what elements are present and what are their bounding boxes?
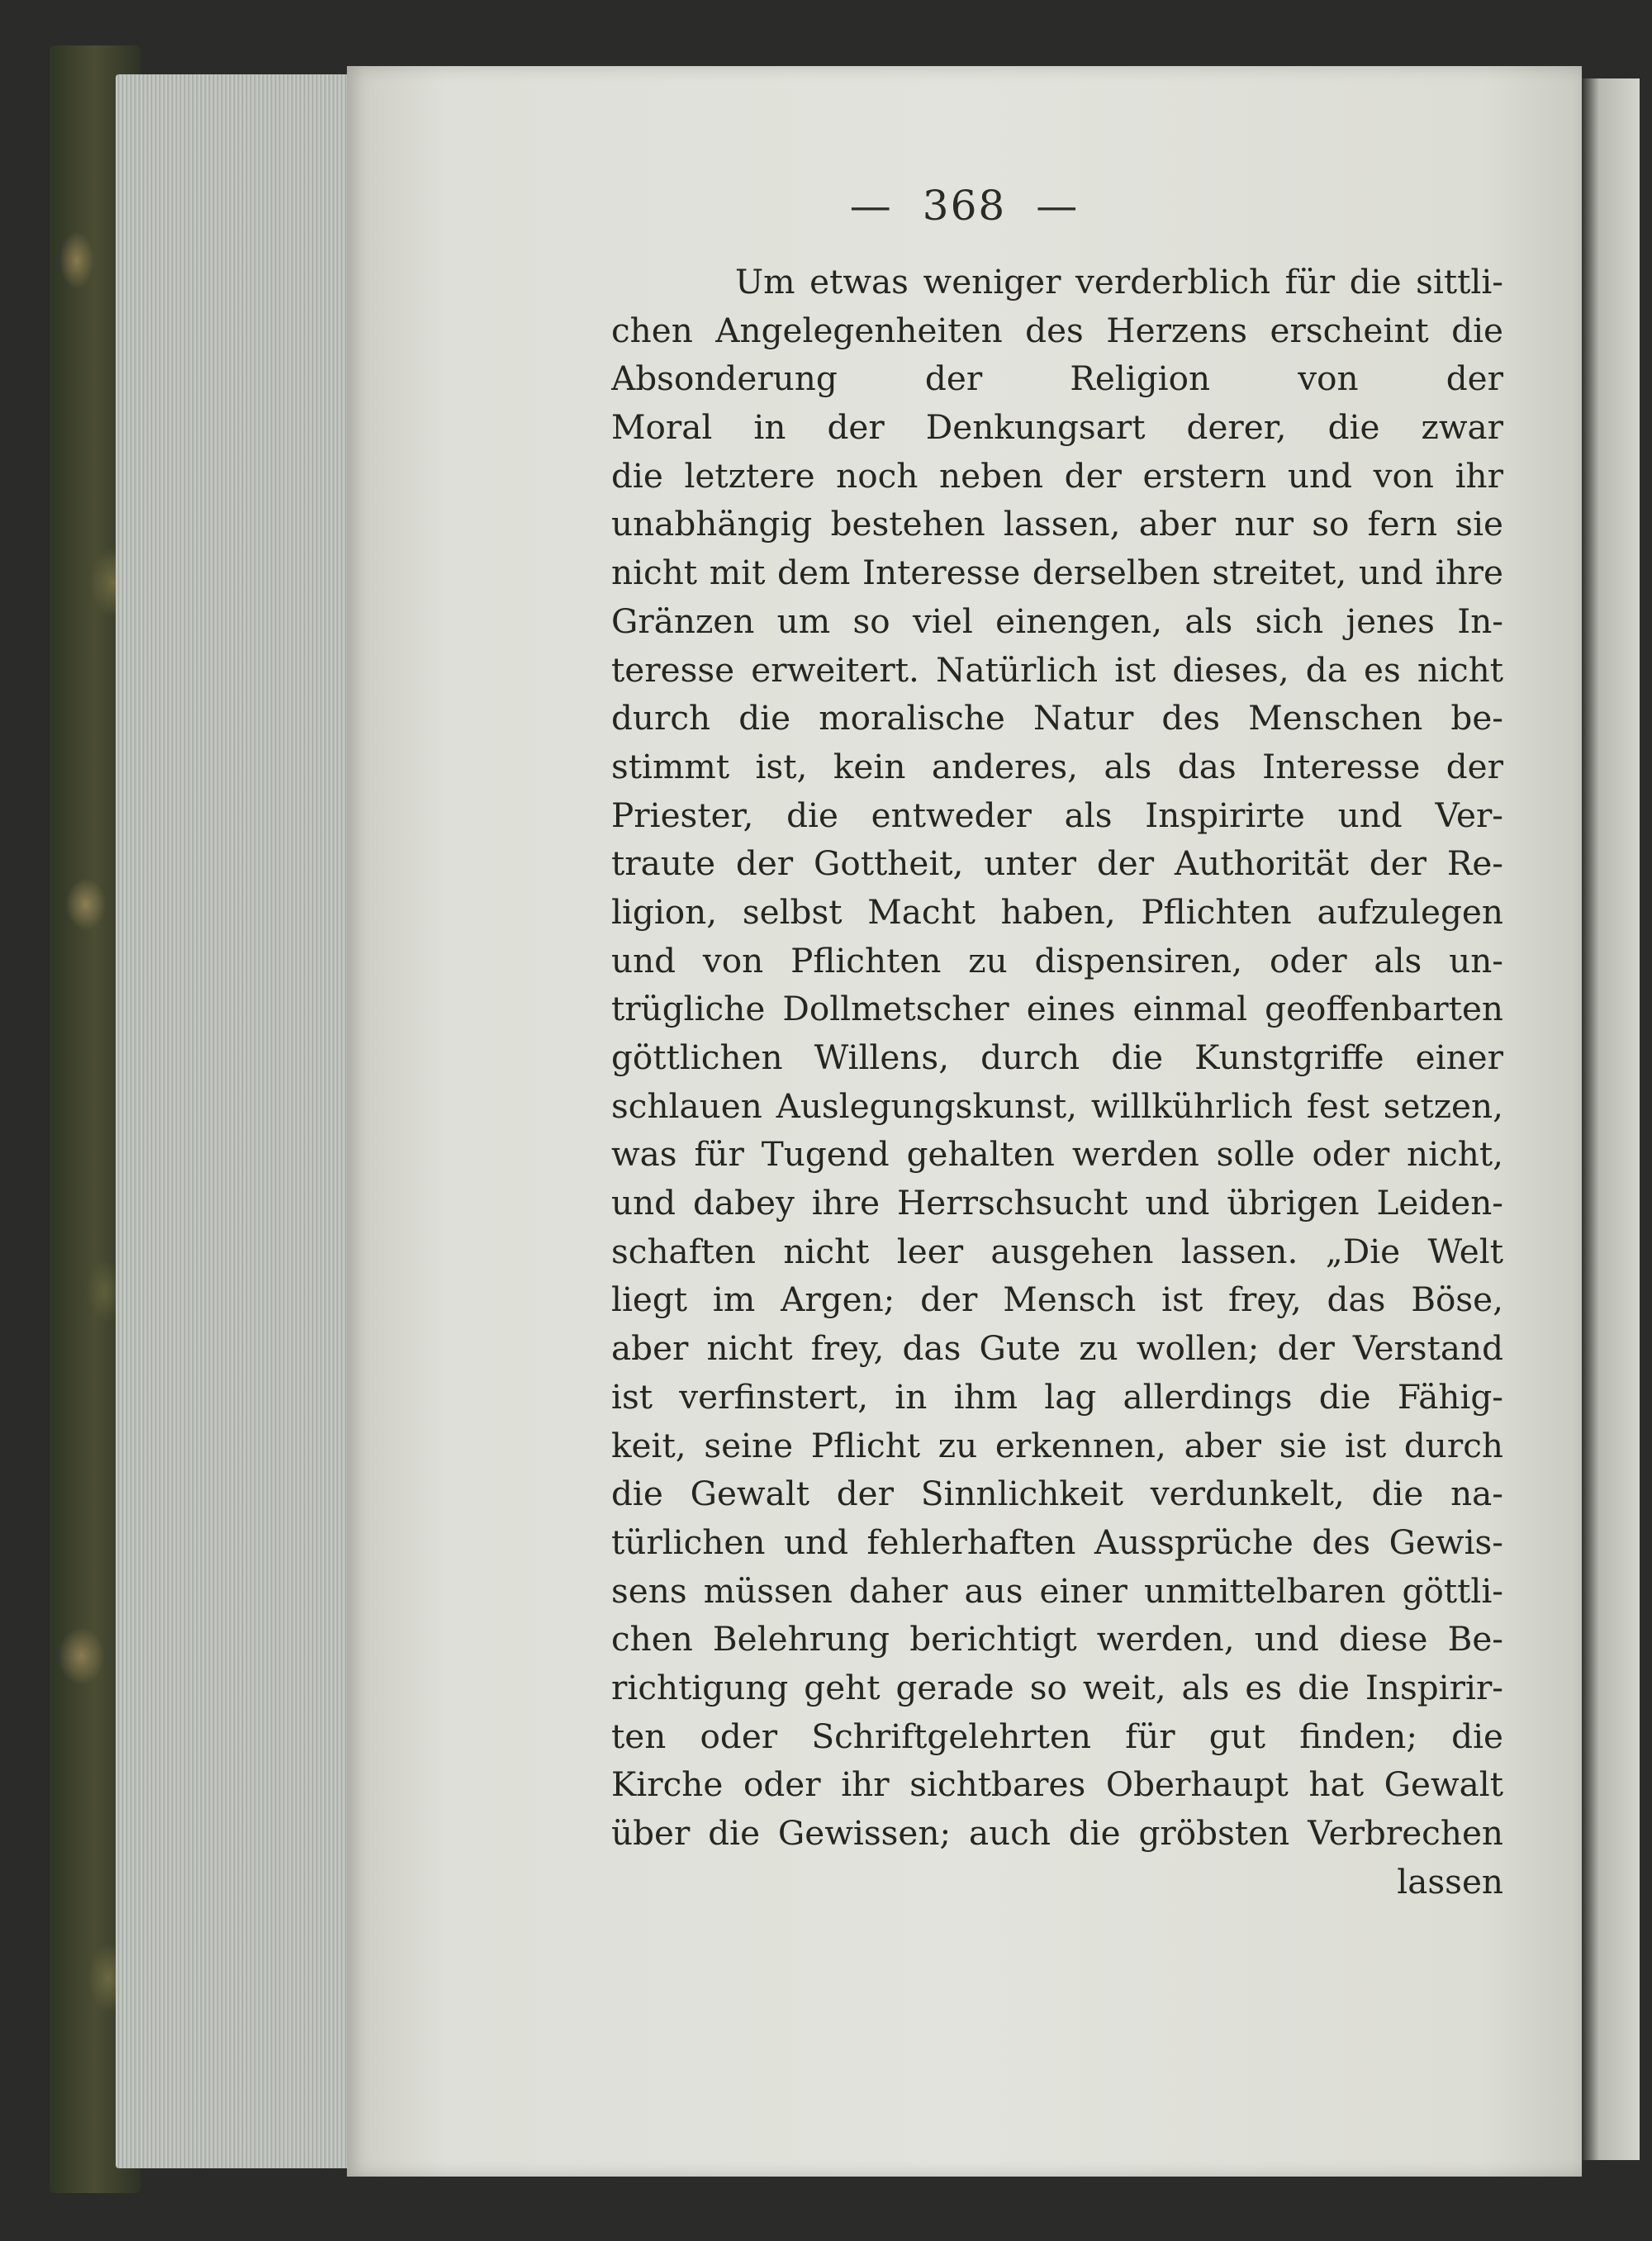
text-line: teresse erweitert. Natürlich ist dieses, da es nicht <box>611 649 1503 690</box>
text-line: ist verfinstert, in ihm lag allerdings die Fähig- <box>611 1376 1503 1417</box>
text-line: türlichen und fehlerhaften Aussprüche des Gewis- <box>611 1522 1503 1562</box>
header-dash-right: — <box>1036 182 1080 230</box>
body-text <box>611 258 1503 1906</box>
text-line: Moral in der Denkungsart derer, die zwar <box>611 407 1503 448</box>
book-page <box>347 66 1582 2177</box>
text-line: traute der Gottheit, unter der Authorität der Re- <box>611 843 1503 884</box>
text-line: Gränzen um so viel einengen, als sich jenes In- <box>611 601 1503 641</box>
text-line: schlauen Auslegungskunst, willkührlich fest setzen, <box>611 1085 1503 1126</box>
text-line: Priester, die entweder als Inspirirte und Ver- <box>611 795 1503 835</box>
text-line: aber nicht frey, das Gute zu wollen; der Verstand <box>611 1328 1503 1369</box>
text-line: Um etwas weniger verderblich für die sittli- <box>735 262 1503 301</box>
text-line: Absonderung der Religion von der <box>611 358 1503 399</box>
text-line: stimmt ist, kein anderes, als das Interesse der <box>611 746 1503 786</box>
text-line: chen Belehrung berichtigt werden, und diese Be- <box>611 1619 1503 1659</box>
text-line: was für Tugend gehalten werden solle oder nicht, <box>611 1134 1503 1175</box>
text-line: nicht mit dem Interesse derselben streitet, und ihre <box>611 553 1503 593</box>
page-header <box>347 182 1582 230</box>
text-line: Kirche oder ihr sichtbares Oberhaupt hat Gewalt <box>611 1764 1503 1805</box>
header-dash-left: — <box>849 182 893 230</box>
text-line: durch die moralische Natur des Menschen be- <box>611 698 1503 738</box>
text-line: schaften nicht leer ausgehen lassen. „Die Welt <box>611 1231 1503 1271</box>
text-line: sens müssen daher aus einer unmittelbaren göttli- <box>611 1570 1503 1611</box>
page-number: 368 <box>922 182 1007 230</box>
text-line: und dabey ihre Herrschsucht und übrigen Leiden- <box>611 1183 1503 1223</box>
text-line: keit, seine Pflicht zu erkennen, aber sie ist durch <box>611 1425 1503 1465</box>
text-line: die letztere noch neben der erstern und von ihr <box>611 455 1503 496</box>
text-line: richtigung geht gerade so weit, als es die Inspirir- <box>611 1667 1503 1707</box>
facing-page-edge <box>1582 78 1640 2160</box>
text-line: ligion, selbst Macht haben, Pflichten aufzulegen <box>611 891 1503 932</box>
catchword: lassen <box>1397 1861 1503 1902</box>
text-line: die Gewalt der Sinnlichkeit verdunkelt, die na- <box>611 1474 1503 1514</box>
text-line: über die Gewissen; auch die gröbsten Verbrechen <box>611 1813 1503 1853</box>
text-line: und von Pflichten zu dispensiren, oder als un- <box>611 940 1503 980</box>
text-line: chen Angelegenheiten des Herzens erscheint die <box>611 310 1503 350</box>
text-line: liegt im Argen; der Mensch ist frey, das Böse, <box>611 1280 1503 1320</box>
text-line: unabhängig bestehen lassen, aber nur so fern sie <box>611 504 1503 544</box>
text-line: trügliche Dollmetscher eines einmal geoffenbarten <box>611 989 1503 1029</box>
page-edges <box>116 74 355 2168</box>
text-line: ten oder Schriftgelehrten für gut finden; die <box>611 1716 1503 1756</box>
text-line: göttlichen Willens, durch die Kunstgriffe einer <box>611 1037 1503 1077</box>
